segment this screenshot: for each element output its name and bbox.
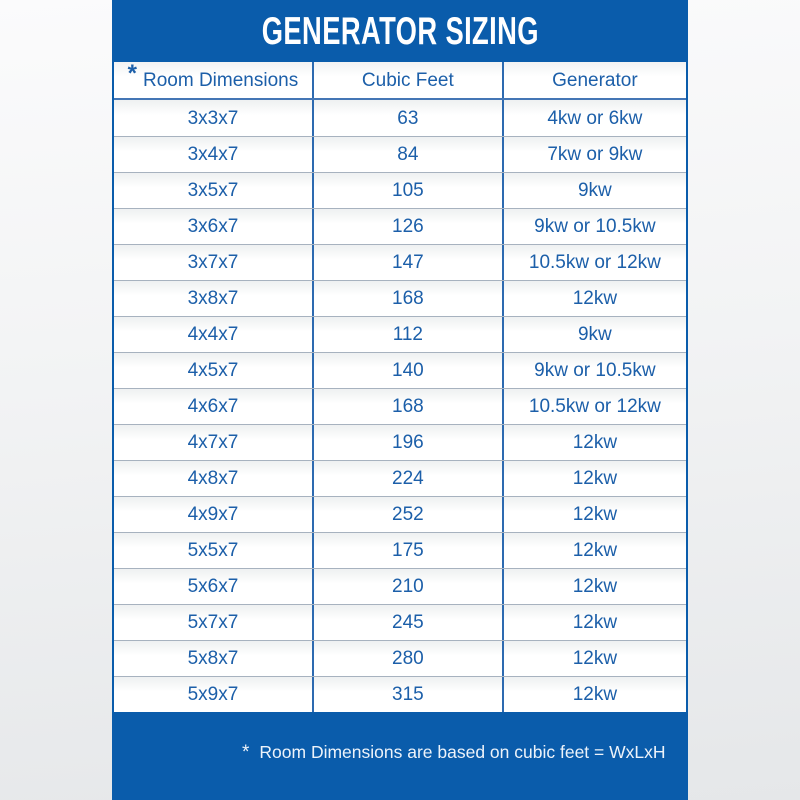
- cell-cubic-feet: 112: [312, 317, 502, 352]
- table-row: [114, 568, 686, 604]
- cell-cubic-feet: 84: [312, 137, 502, 172]
- cell-cubic-feet: 252: [312, 497, 502, 532]
- cell-room-dimensions: 4x4x7: [187, 324, 239, 345]
- cell-generator: 7kw or 9kw: [502, 137, 686, 172]
- cell-cubic-feet: 126: [312, 209, 502, 244]
- cell-generator: 9kw or 10.5kw: [502, 209, 686, 244]
- table-body: [114, 100, 686, 712]
- cell-generator: 12kw: [502, 425, 686, 460]
- table-row: [114, 460, 686, 496]
- cell-generator: 9kw: [502, 173, 686, 208]
- cell-generator: 12kw: [502, 497, 686, 532]
- cell-room-dimensions: 3x6x7: [187, 216, 239, 237]
- cell-cubic-feet: 196: [312, 425, 502, 460]
- generator-sizing-panel: [112, 0, 688, 800]
- page-title: GENERATOR SIZING: [261, 8, 539, 53]
- cell-cubic-feet: 140: [312, 353, 502, 388]
- table-row: [114, 388, 686, 424]
- cell-room-dimensions: 3x7x7: [187, 252, 239, 273]
- generator-sizing-table: [114, 62, 686, 712]
- cell-cubic-feet: 245: [312, 605, 502, 640]
- table-row: [114, 208, 686, 244]
- cell-room-dimensions: 3x8x7: [187, 288, 239, 309]
- header-label-room-dimensions: Room Dimensions: [143, 69, 299, 91]
- table-row: [114, 244, 686, 280]
- cell-generator: 12kw: [502, 605, 686, 640]
- table-row: [114, 280, 686, 316]
- footnote-text: Room Dimensions are based on cubic feet = WxLxH: [259, 741, 666, 762]
- cell-cubic-feet: 280: [312, 641, 502, 676]
- cell-generator: 10.5kw or 12kw: [502, 389, 686, 424]
- table-row: [114, 532, 686, 568]
- cell-cubic-feet: 315: [312, 677, 502, 712]
- table-row: [114, 676, 686, 712]
- cell-cubic-feet: 224: [312, 461, 502, 496]
- cell-cubic-feet: 63: [312, 100, 502, 136]
- table-row: [114, 172, 686, 208]
- table-row: [114, 316, 686, 352]
- cell-cubic-feet: 210: [312, 569, 502, 604]
- cell-generator: 9kw: [502, 317, 686, 352]
- footnote-asterisk-marker: *: [242, 742, 250, 763]
- cell-room-dimensions: 4x7x7: [187, 432, 239, 453]
- cell-generator: 4kw or 6kw: [502, 100, 686, 136]
- cell-cubic-feet: 168: [312, 389, 502, 424]
- cell-generator: 12kw: [502, 461, 686, 496]
- cell-room-dimensions: 5x7x7: [187, 612, 239, 633]
- header-label-cubic-feet: Cubic Feet: [361, 69, 454, 91]
- cell-room-dimensions: 3x3x7: [187, 107, 239, 129]
- table-header-row: [114, 62, 686, 100]
- table-row: [114, 496, 686, 532]
- cell-room-dimensions: 5x8x7: [187, 648, 239, 669]
- cell-room-dimensions: 4x6x7: [187, 396, 239, 417]
- table-row: [114, 136, 686, 172]
- cell-room-dimensions: 4x8x7: [187, 468, 239, 489]
- table-row: [114, 640, 686, 676]
- cell-generator: 12kw: [502, 677, 686, 712]
- cell-generator: 12kw: [502, 641, 686, 676]
- header-cell-cubic-feet: [312, 62, 502, 98]
- table-row: [114, 352, 686, 388]
- cell-cubic-feet: 168: [312, 281, 502, 316]
- cell-cubic-feet: 105: [312, 173, 502, 208]
- cell-generator: 9kw or 10.5kw: [502, 353, 686, 388]
- cell-room-dimensions: 4x9x7: [187, 504, 239, 525]
- cell-generator: 12kw: [502, 533, 686, 568]
- asterisk-marker: *: [127, 62, 137, 87]
- cell-room-dimensions: 3x5x7: [187, 180, 239, 201]
- title-band: [112, 0, 688, 62]
- header-cell-generator: [502, 62, 686, 98]
- cell-cubic-feet: 147: [312, 245, 502, 280]
- footnote: [242, 741, 666, 763]
- table-row: [114, 604, 686, 640]
- cell-room-dimensions: 5x6x7: [187, 576, 239, 597]
- cell-generator: 12kw: [502, 569, 686, 604]
- cell-room-dimensions: 5x5x7: [187, 540, 239, 561]
- cell-room-dimensions: 5x9x7: [187, 684, 239, 705]
- cell-cubic-feet: 175: [312, 533, 502, 568]
- header-cell-room-dimensions: [114, 62, 312, 98]
- table-row: [114, 424, 686, 460]
- cell-generator: 10.5kw or 12kw: [502, 245, 686, 280]
- cell-room-dimensions: 3x4x7: [187, 144, 239, 165]
- header-label-generator: Generator: [552, 69, 638, 91]
- cell-generator: 12kw: [502, 281, 686, 316]
- cell-room-dimensions: 4x5x7: [187, 360, 239, 381]
- table-row: [114, 100, 686, 136]
